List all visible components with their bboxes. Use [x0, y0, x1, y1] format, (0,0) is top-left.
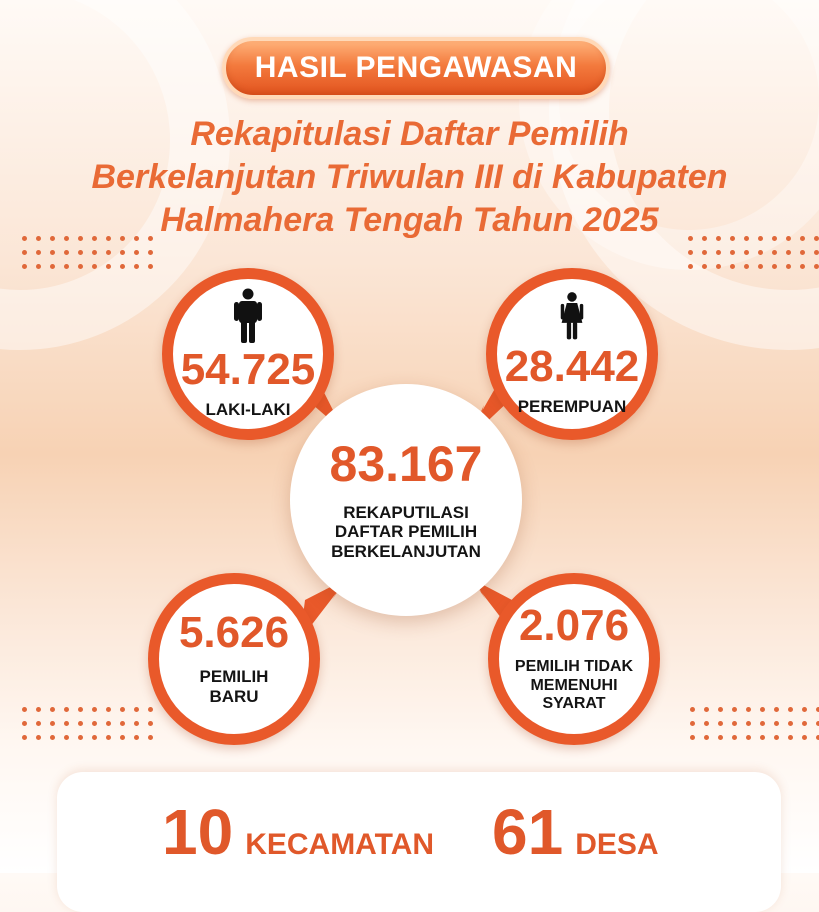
- ineligible-count: 2.076: [518, 601, 630, 651]
- subtitle-line: Berkelanjutan Triwulan III di Kabupaten: [91, 158, 728, 196]
- total-count: 83.167: [329, 435, 483, 492]
- ineligible-label-line: MEMENUHI: [530, 676, 618, 694]
- villages-label: DESA: [575, 828, 659, 861]
- ineligible-stat-bubble: [488, 573, 660, 745]
- subtitle-line: Halmahera Tengah Tahun 2025: [160, 201, 659, 239]
- new-voters-label-line: BARU: [209, 687, 259, 706]
- subtitle-line: Rekapitulasi Daftar Pemilih: [190, 115, 629, 153]
- districts-count: 10: [162, 796, 234, 868]
- female-label: PEREMPUAN: [517, 397, 627, 417]
- villages-count: 61: [492, 796, 564, 868]
- total-label-line: REKAPUTILASI: [343, 502, 469, 522]
- new-voters-stat-bubble: [148, 573, 320, 745]
- male-stat-bubble: [162, 268, 334, 440]
- ineligible-label-line: PEMILIH TIDAK: [514, 658, 634, 676]
- female-stat-bubble: [486, 268, 658, 440]
- header-badge-text: HASIL PENGAWASAN: [254, 51, 578, 84]
- new-voters-label-line: PEMILIH: [199, 667, 269, 687]
- districts-stat: [162, 796, 435, 868]
- total-label-line: BERKELANJUTAN: [331, 541, 481, 561]
- districts-label: KECAMATAN: [245, 828, 435, 861]
- male-person-icon: [233, 288, 263, 344]
- new-voters-count: 5.626: [178, 608, 290, 658]
- total-stat-circle: [290, 384, 522, 616]
- total-label-line: DAFTAR PEMILIH: [334, 522, 478, 542]
- female-person-icon: [559, 291, 585, 341]
- male-count: 54.725: [180, 345, 316, 395]
- male-label: LAKI-LAKI: [205, 400, 291, 420]
- ineligible-label-line: SYARAT: [542, 695, 606, 713]
- female-count: 28.442: [504, 342, 640, 392]
- villages-stat: [492, 796, 659, 868]
